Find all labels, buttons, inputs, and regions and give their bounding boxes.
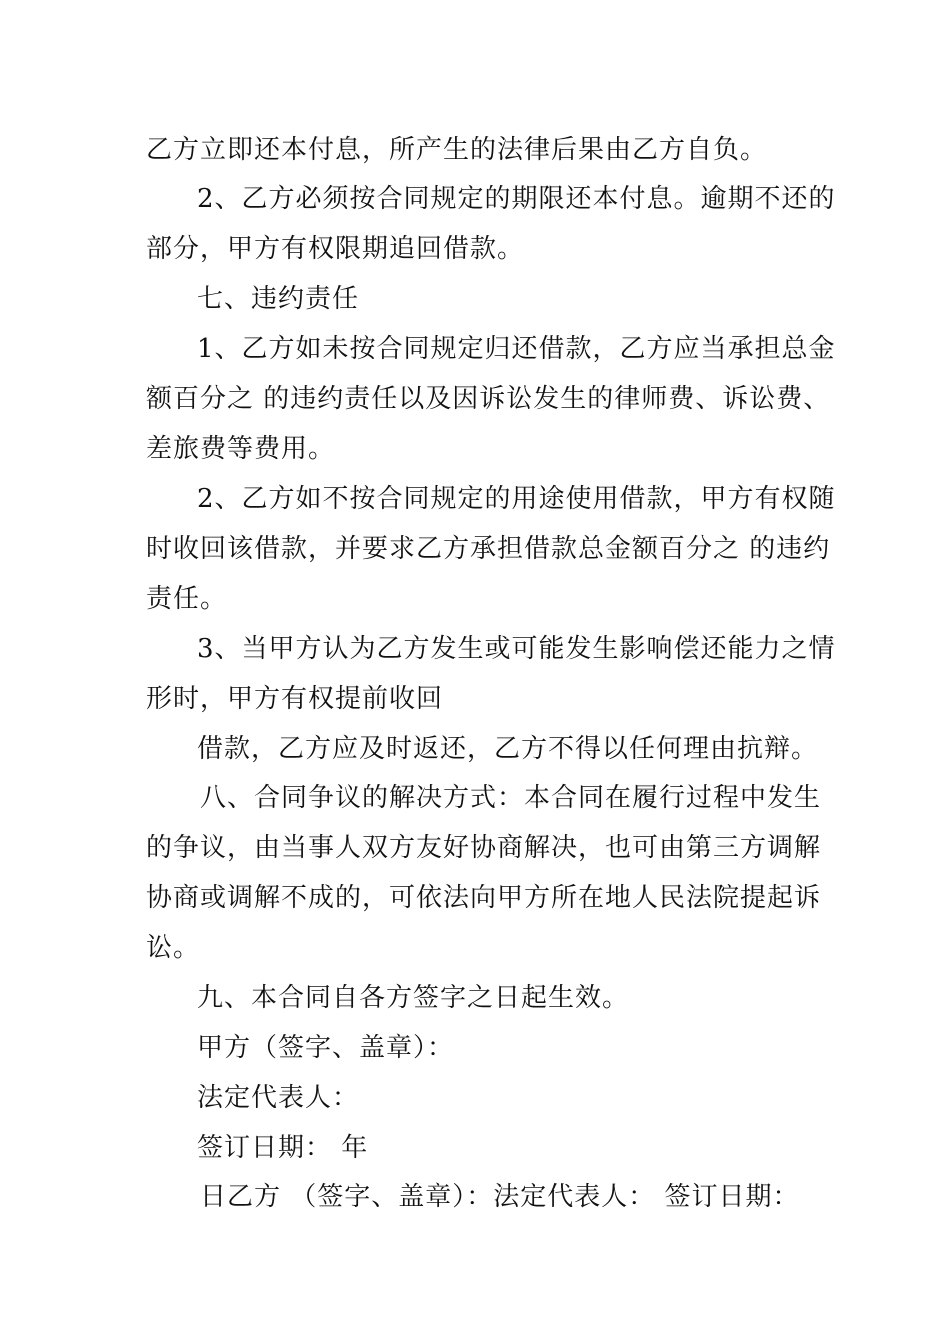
paragraph-line: 时收回该借款，并要求乙方承担借款总金额百分之 的违约 [146, 534, 831, 564]
paragraph-line: 2、乙方必须按合同规定的期限还本付息。逾期不还的 [197, 184, 836, 214]
paragraph-line: 的争议，由当事人双方友好协商解决，也可由第三方调解 [146, 833, 822, 863]
paragraph-line: 2、乙方如不按合同规定的用途使用借款，甲方有权随 [197, 484, 836, 514]
paragraph-line: 协商或调解不成的，可依法向甲方所在地人民法院提起诉 [146, 883, 822, 913]
legal-representative-line: 法定代表人： [197, 1083, 360, 1113]
paragraph-line: 部分，甲方有权限期追回借款。 [146, 234, 525, 264]
paragraph-line: 乙方立即还本付息，所产生的法律后果由乙方自负。 [146, 135, 768, 165]
signature-line-party-b: 日乙方 （签字、盖章）：法定代表人： 签订日期： [200, 1182, 800, 1212]
section-heading: 九、本合同自各方签字之日起生效。 [197, 983, 630, 1013]
paragraph-line: 责任。 [146, 584, 228, 614]
section-heading: 八、合同争议的解决方式：本合同在履行过程中发生 [200, 783, 822, 813]
paragraph-line: 讼。 [146, 933, 201, 963]
signing-date-line: 签订日期： 年 [197, 1133, 369, 1163]
paragraph-line: 额百分之 的违约责任以及因诉讼发生的律师费、诉讼费、 [146, 384, 831, 414]
paragraph-line: 3、当甲方认为乙方发生或可能发生影响偿还能力之情 [197, 634, 836, 664]
paragraph-line: 形时，甲方有权提前收回 [146, 684, 444, 714]
paragraph-line: 差旅费等费用。 [146, 434, 336, 464]
signature-line-party-a: 甲方（签字、盖章）： [197, 1033, 455, 1063]
paragraph-line: 借款，乙方应及时返还，乙方不得以任何理由抗辩。 [197, 734, 819, 764]
paragraph-line: 1、乙方如未按合同规定归还借款，乙方应当承担总金 [197, 334, 836, 364]
section-heading: 七、违约责任 [197, 284, 360, 314]
